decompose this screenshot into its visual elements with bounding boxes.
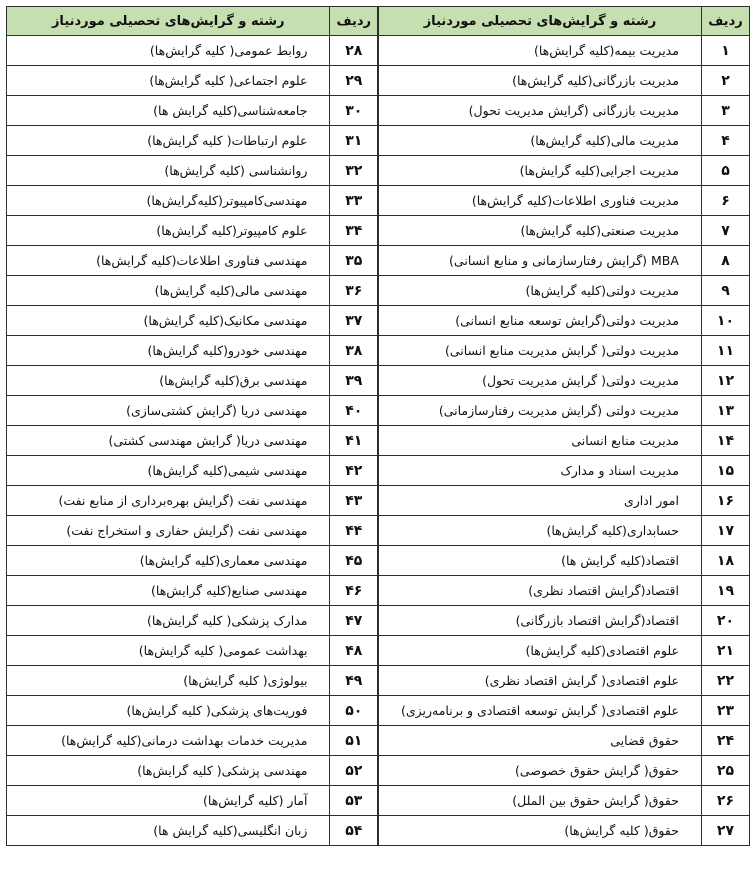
right-row-major: حقوق( کلیه گرایش‌ها)	[378, 816, 701, 846]
right-row-major: مدیریت بیمه(کلیه گرایش‌ها)	[378, 36, 701, 66]
table-row	[7, 96, 750, 126]
left-row-major: بیولوژی( کلیه گرایش‌ها)	[7, 666, 330, 696]
right-row-index: ۱۷	[701, 516, 749, 546]
table-row	[7, 126, 750, 156]
table-header	[7, 7, 750, 36]
table-row	[7, 366, 750, 396]
right-row-index: ۲۴	[701, 726, 749, 756]
table-row	[7, 786, 750, 816]
table-row	[7, 756, 750, 786]
table-row	[7, 396, 750, 426]
right-row-major: اقتصاد(گرایش اقتصاد نظری)	[378, 576, 701, 606]
left-row-major: مهندسی دریا( گرایش مهندسی کشتی)	[7, 426, 330, 456]
right-row-major: مدیریت بازرگانی (گرایش مدیریت تحول)	[378, 96, 701, 126]
right-index-header: ردیف	[701, 7, 749, 36]
right-row-major: حقوق قضایی	[378, 726, 701, 756]
table-row	[7, 246, 750, 276]
left-row-index: ۳۱	[330, 126, 378, 156]
right-row-major: مدیریت دولتی( گرایش مدیریت منابع انسانی)	[378, 336, 701, 366]
left-row-major: روابط عمومی( کلیه گرایش‌ها)	[7, 36, 330, 66]
right-row-major: حقوق( گرایش حقوق بین الملل)	[378, 786, 701, 816]
right-row-index: ۲	[701, 66, 749, 96]
left-row-index: ۳۵	[330, 246, 378, 276]
table-row	[7, 426, 750, 456]
left-row-major: علوم کامپیوتر(کلیه گرایش‌ها)	[7, 216, 330, 246]
right-row-index: ۲۵	[701, 756, 749, 786]
left-row-index: ۳۸	[330, 336, 378, 366]
left-row-index: ۴۳	[330, 486, 378, 516]
right-row-major: مدیریت صنعتی(کلیه گرایش‌ها)	[378, 216, 701, 246]
right-row-major: مدیریت منابع انسانی	[378, 426, 701, 456]
left-row-index: ۳۶	[330, 276, 378, 306]
left-row-index: ۵۳	[330, 786, 378, 816]
table-row	[7, 816, 750, 846]
left-row-major: مدارک پزشکی( کلیه گرایش‌ها)	[7, 606, 330, 636]
table-row	[7, 156, 750, 186]
left-row-index: ۴۷	[330, 606, 378, 636]
right-row-major: مدیریت بازرگانی(کلیه گرایش‌ها)	[378, 66, 701, 96]
left-row-major: مهندسی خودرو(کلیه گرایش‌ها)	[7, 336, 330, 366]
left-row-index: ۲۹	[330, 66, 378, 96]
right-row-index: ۲۰	[701, 606, 749, 636]
left-row-major: جامعه‌شناسی(کلیه گرایش ها)	[7, 96, 330, 126]
left-row-index: ۴۵	[330, 546, 378, 576]
table-row	[7, 726, 750, 756]
table-row	[7, 456, 750, 486]
left-row-index: ۳۴	[330, 216, 378, 246]
table-row	[7, 666, 750, 696]
right-row-index: ۱۰	[701, 306, 749, 336]
table-row	[7, 276, 750, 306]
right-row-major: MBA (گرایش رفتارسازمانی و منابع انسانی)	[378, 246, 701, 276]
right-row-major: علوم اقتصادی(کلیه گرایش‌ها)	[378, 636, 701, 666]
header-row	[7, 7, 750, 36]
left-row-index: ۴۲	[330, 456, 378, 486]
left-row-major: مهندسی صنایع(کلیه گرایش‌ها)	[7, 576, 330, 606]
left-row-major: مدیریت خدمات بهداشت درمانی(کلیه گرایش‌ها)	[7, 726, 330, 756]
right-major-header: رشته و گرایش‌های تحصیلی موردنیاز	[378, 7, 701, 36]
left-row-major: مهندسی دریا (گرایش کشتی‌سازی)	[7, 396, 330, 426]
right-row-index: ۲۷	[701, 816, 749, 846]
right-row-index: ۱۵	[701, 456, 749, 486]
right-row-major: علوم اقتصادی( گرایش اقتصاد نظری)	[378, 666, 701, 696]
left-row-major: آمار (کلیه گرایش‌ها)	[7, 786, 330, 816]
right-row-major: مدیریت دولتی(کلیه گرایش‌ها)	[378, 276, 701, 306]
left-row-major: فوریت‌های پزشکی( کلیه گرایش‌ها)	[7, 696, 330, 726]
right-row-major: حسابداری(کلیه گرایش‌ها)	[378, 516, 701, 546]
left-row-index: ۴۴	[330, 516, 378, 546]
left-row-index: ۳۹	[330, 366, 378, 396]
table-row	[7, 696, 750, 726]
left-row-index: ۵۲	[330, 756, 378, 786]
right-row-major: امور اداری	[378, 486, 701, 516]
left-row-index: ۴۹	[330, 666, 378, 696]
right-row-major: مدیریت فناوری اطلاعات(کلیه گرایش‌ها)	[378, 186, 701, 216]
left-row-major: مهندسی فناوری اطلاعات(کلیه گرایش‌ها)	[7, 246, 330, 276]
right-row-index: ۱۴	[701, 426, 749, 456]
right-row-index: ۷	[701, 216, 749, 246]
right-row-index: ۱۶	[701, 486, 749, 516]
left-row-major: مهندسی معماری(کلیه گرایش‌ها)	[7, 546, 330, 576]
right-row-major: مدیریت دولتی( گرایش مدیریت تحول)	[378, 366, 701, 396]
table-row	[7, 306, 750, 336]
right-row-index: ۳	[701, 96, 749, 126]
table-row	[7, 486, 750, 516]
left-row-major: زبان انگلیسی(کلیه گرایش ها)	[7, 816, 330, 846]
right-row-index: ۱۳	[701, 396, 749, 426]
right-row-major: مدیریت اسناد و مدارک	[378, 456, 701, 486]
majors-table	[6, 6, 750, 846]
right-row-index: ۹	[701, 276, 749, 306]
left-index-header: ردیف	[330, 7, 378, 36]
table-row	[7, 576, 750, 606]
right-row-index: ۱۱	[701, 336, 749, 366]
table-row	[7, 636, 750, 666]
left-row-major: مهندسی شیمی(کلیه گرایش‌ها)	[7, 456, 330, 486]
left-row-index: ۳۰	[330, 96, 378, 126]
left-row-major: مهندسی نفت (گرایش بهره‌برداری از منابع نفت)	[7, 486, 330, 516]
right-row-major: علوم اقتصادی( گرایش توسعه اقتصادی و برنامه‌ریزی)	[378, 696, 701, 726]
right-row-index: ۱۹	[701, 576, 749, 606]
table-row	[7, 546, 750, 576]
left-row-major: مهندسی‌کامپیوتر(کلیه‌گرایش‌ها)	[7, 186, 330, 216]
left-major-header: رشته و گرایش‌های تحصیلی موردنیاز	[7, 7, 330, 36]
left-row-major: مهندسی نفت (گرایش حفاری و استخراج نفت)	[7, 516, 330, 546]
table-row	[7, 216, 750, 246]
left-row-index: ۵۱	[330, 726, 378, 756]
right-row-index: ۸	[701, 246, 749, 276]
left-row-major: مهندسی پزشکی( کلیه گرایش‌ها)	[7, 756, 330, 786]
table-row	[7, 336, 750, 366]
left-row-index: ۲۸	[330, 36, 378, 66]
left-row-index: ۴۸	[330, 636, 378, 666]
right-row-index: ۲۳	[701, 696, 749, 726]
left-row-major: مهندسی برق(کلیه گرایش‌ها)	[7, 366, 330, 396]
right-row-index: ۱	[701, 36, 749, 66]
table-body	[7, 36, 750, 846]
table-row	[7, 606, 750, 636]
left-row-major: مهندسی مالی(کلیه گرایش‌ها)	[7, 276, 330, 306]
majors-table-container	[6, 6, 750, 846]
left-row-index: ۵۴	[330, 816, 378, 846]
right-row-major: مدیریت اجرایی(کلیه گرایش‌ها)	[378, 156, 701, 186]
right-row-index: ۲۲	[701, 666, 749, 696]
left-row-index: ۴۰	[330, 396, 378, 426]
left-row-index: ۴۱	[330, 426, 378, 456]
left-row-index: ۴۶	[330, 576, 378, 606]
table-row	[7, 186, 750, 216]
right-row-index: ۵	[701, 156, 749, 186]
left-row-major: علوم اجتماعی( کلیه گرایش‌ها)	[7, 66, 330, 96]
left-row-major: علوم ارتباطات( کلیه گرایش‌ها)	[7, 126, 330, 156]
left-row-index: ۳۷	[330, 306, 378, 336]
table-row	[7, 516, 750, 546]
right-row-major: مدیریت دولتی (گرایش مدیریت رفتارسازمانی)	[378, 396, 701, 426]
right-row-index: ۲۶	[701, 786, 749, 816]
right-row-index: ۲۱	[701, 636, 749, 666]
right-row-major: حقوق( گرایش حقوق خصوصی)	[378, 756, 701, 786]
left-row-major: روانشناسی (کلیه گرایش‌ها)	[7, 156, 330, 186]
table-row	[7, 66, 750, 96]
right-row-major: مدیریت مالی(کلیه گرایش‌ها)	[378, 126, 701, 156]
right-row-index: ۶	[701, 186, 749, 216]
left-row-index: ۳۲	[330, 156, 378, 186]
right-row-index: ۱۸	[701, 546, 749, 576]
table-row	[7, 36, 750, 66]
right-row-index: ۴	[701, 126, 749, 156]
right-row-major: اقتصاد(کلیه گرایش ها)	[378, 546, 701, 576]
left-row-index: ۵۰	[330, 696, 378, 726]
right-row-index: ۱۲	[701, 366, 749, 396]
right-row-major: مدیریت دولتی(گرایش توسعه منابع انسانی)	[378, 306, 701, 336]
left-row-major: مهندسی مکانیک(کلیه گرایش‌ها)	[7, 306, 330, 336]
left-row-index: ۳۳	[330, 186, 378, 216]
left-row-major: بهداشت عمومی( کلیه گرایش‌ها)	[7, 636, 330, 666]
right-row-major: اقتصاد(گرایش اقتصاد بازرگانی)	[378, 606, 701, 636]
